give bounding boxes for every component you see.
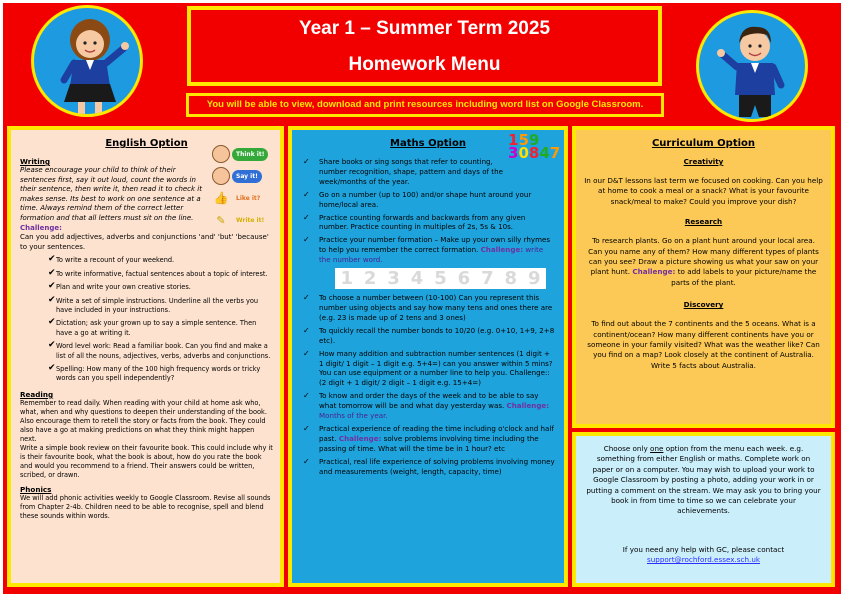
creativity-text: In our D&T lessons last term we focused on cooking. Can you help at home to cook a meal or a snack? What is your favourite snack/meal to make? Could you improve your dish? — [584, 176, 823, 206]
task-text: To write a recount of your weekend. — [56, 256, 175, 265]
list-item — [300, 235, 556, 265]
checkmark-icon: ✓ — [303, 348, 310, 358]
checkmark-icon: ✔ — [48, 281, 56, 292]
checkmark-icon: ✔ — [48, 254, 56, 265]
say-it-bubble: Say it! — [232, 170, 262, 183]
research-challenge: to add labels to your picture/name the parts of the plant. — [671, 267, 817, 287]
pencil-icon: ✎ — [216, 213, 226, 227]
task-text: Practice counting forwards and backwards from any given number. Practice counting in multiples of 2s, 5s & 10s. — [319, 212, 526, 232]
checkmark-icon: ✓ — [303, 391, 310, 401]
boy-avatar — [696, 10, 808, 122]
writing-intro — [20, 166, 210, 233]
checkmark-icon: ✓ — [303, 456, 310, 466]
list-item — [20, 267, 273, 279]
list-item — [300, 349, 556, 389]
strip-digit: 9 — [527, 268, 541, 290]
instructions-part: Choose only — [603, 444, 648, 453]
strip-digit: 2 — [363, 268, 377, 290]
list-item — [300, 293, 556, 323]
writing-heading: Writing — [20, 157, 50, 166]
research-text — [584, 236, 823, 288]
creativity-heading: Creativity — [683, 157, 724, 166]
child-face-icon — [212, 167, 230, 185]
list-item — [20, 283, 273, 292]
task-text: Practice your number formation – Make up your own silly rhymes to help you remember the correct formation. — [319, 235, 551, 255]
english-title: English Option — [105, 138, 188, 149]
checkmark-icon: ✔ — [48, 294, 56, 305]
strip-digit: 7 — [481, 268, 494, 290]
phonics-text: We will add phonic activities weekly to Google Classroom. Revise all sounds from Chapter 2-4b. Children need to be able to recognise, spell and blend these sounds within words. — [20, 493, 271, 520]
think-it-bubble: Think it! — [232, 148, 268, 161]
english-task-list — [20, 256, 273, 383]
maths-task-list-lower — [300, 293, 556, 476]
think-say-write-graphic — [212, 143, 274, 233]
strip-digit: 8 — [504, 268, 518, 290]
phonics-heading: Phonics — [20, 484, 52, 494]
instructions-emphasis: one — [650, 444, 664, 453]
challenge-label: Challenge: — [632, 267, 676, 277]
maths-task-list-continued — [300, 190, 556, 265]
task-text: Dictation; ask your grown up to say a simple sentence. Then have a go at writing it. — [56, 319, 257, 337]
english-panel — [7, 126, 284, 587]
instructions-part: option from the menu each week. e.g. something from either English or maths. Complete work on paper or on a computer. You may wish to upload your work to Google Classroom by posting a photo, adding your work in or putting a comment on the stream. We may ask you to bring your book in from time to time so we can celebrate your achievements. — [586, 444, 821, 516]
thumbs-up-icon: 👍 — [213, 191, 229, 205]
task-text: Practical, real life experience of solving problems involving money and measurements (weight, length, capacity, time) — [319, 456, 555, 476]
strip-digit: 6 — [457, 268, 471, 290]
task-text: To quickly recall the number bonds to 10/20 (e.g. 0+10, 1+9, 2+8 etc). — [319, 325, 555, 345]
research-body: To research plants. Go on a plant hunt around your local area. Can you name any of them? How many different types of plants can you see? Draw a picture showing us what your saw on your plant hunt. — [588, 236, 819, 277]
checkmark-icon: ✓ — [303, 235, 310, 245]
girl-avatar — [31, 5, 143, 117]
checkmark-icon: ✓ — [303, 189, 310, 199]
list-item — [300, 213, 556, 233]
title-line-1: Year 1 – Summer Term 2025 — [298, 18, 551, 39]
list-item — [20, 365, 273, 384]
checkmark-icon: ✔ — [48, 340, 56, 351]
task-text: How many addition and subtraction number sentences (1 digit + 1 digit/ 1 digit – 1 digit e.g. 5+4=) can you answer within 5 mins? You can use equipment or a number line to help you. Challenge:: (2 digit + 1 digit/ 2 digit – 1 digit e.g. 15+4=) — [319, 348, 553, 388]
discovery-text: To find out about the 7 continents and the 5 oceans. What is a continent/ocean? How many different continents have you or someone in your family visited? What was the weather like? Can you find on a map? Look closely at the continent of Australia. Write 5 facts about Australia. — [587, 319, 820, 370]
challenge-label: Challenge: — [338, 433, 382, 443]
task-text: To choose a number between (10-100) Can you represent this number using objects and say how many tens and ones there are (e.g. 23 is made up of 2 tens and 3 ones) — [319, 293, 553, 322]
task-challenge: Months of the year. — [319, 411, 388, 421]
task-text: To know and order the days of the week and to be able to say what tomorrow will be and what day yesterday was. — [319, 391, 539, 411]
checkmark-icon: ✔ — [48, 363, 56, 373]
strip-digit: 1 — [340, 268, 353, 290]
reading-text-2: Write a simple book review on their favourite book. This could include why it is their favourite book, what the book is about, how do you rate the book and would you recommend to a friend. Their answers could be written, scribed, or drawn. — [20, 443, 273, 479]
reading-heading: Reading — [20, 389, 54, 399]
list-item — [20, 342, 273, 361]
checkmark-icon: ✓ — [303, 423, 310, 433]
checkmark-icon: ✓ — [303, 293, 310, 303]
task-text: Word level work: Read a familiar book. Can you find and make a list of all the nouns, adjectives, verbs, adverbs and conjunctions. — [56, 342, 271, 360]
task-text: Share books or sing songs that refer to counting, number recognition, shape, pattern and days of the week/months of the year. — [319, 157, 503, 186]
child-face-icon — [212, 145, 230, 163]
strip-digit: 4 — [410, 268, 424, 290]
support-email-link[interactable]: support@rochford.essex.sch.uk — [646, 555, 761, 565]
list-item — [300, 190, 556, 210]
challenge-label: Challenge: — [506, 401, 550, 411]
google-classroom-info: You will be able to view, download and print resources including word list on Google Classroom. — [186, 93, 664, 117]
task-text: Go on a number (up to 100) and/or shape hunt around your home/local area. — [319, 189, 532, 209]
colourful-numbers-icon: 159 30847 — [508, 131, 561, 162]
challenge-label: Challenge: — [20, 223, 62, 232]
list-item — [300, 157, 516, 187]
help-text: If you need any help with GC, please contact — [622, 544, 785, 554]
challenge-label: Challenge: — [480, 245, 524, 255]
discovery-heading: Discovery — [683, 300, 724, 310]
instructions-text — [586, 444, 821, 517]
task-challenge: solve problems involving time including the passing of time. What will the time be in 1 hour? etc — [319, 433, 539, 453]
task-text: Write a set of simple instructions. Underline all the verbs you have included in your instructions. — [56, 296, 259, 314]
task-challenge: write the number word. — [319, 245, 544, 265]
reading-text: Remember to read daily. When reading with your child at home ask who, what, when and why questions to deepen their understanding of the book. Also encourage them to retell the story or facts from the book. They could also have a go at making predictions on what they think might happen next. — [20, 398, 267, 443]
checkmark-icon: ✓ — [303, 157, 310, 166]
task-text: Plan and write your own creative stories. — [56, 283, 191, 292]
curriculum-panel — [572, 126, 835, 428]
task-text: Practical experience of reading the time including o'clock and half past. — [319, 423, 554, 443]
list-item — [20, 256, 273, 265]
task-text: Spelling: How many of the 100 high frequency words or tricky words can you spell independently? — [56, 365, 261, 383]
research-heading: Research — [684, 217, 723, 227]
instructions-panel — [572, 432, 835, 587]
list-item — [300, 326, 556, 346]
list-item — [20, 294, 273, 316]
curriculum-title: Curriculum Option — [651, 138, 756, 149]
write-it-label: Write it! — [236, 216, 265, 224]
strip-digit: 5 — [434, 268, 447, 290]
title-box — [187, 6, 662, 86]
checkmark-icon: ✔ — [48, 267, 56, 278]
writing-intro-text: Please encourage your child to think of their sentences first, say it out loud, count the words in their sentence, then write it, then read it to check it makes sense. Its best to work on one sentence at a time. Always remind them of the correct letter formation and that all letters must sit on the line. — [20, 166, 202, 222]
number-formation-strip — [335, 268, 546, 289]
checkmark-icon: ✓ — [303, 325, 310, 335]
list-item — [300, 424, 556, 454]
list-item — [300, 457, 556, 477]
maths-panel — [288, 126, 568, 587]
maths-title: Maths Option — [390, 138, 466, 149]
checkmark-icon: ✔ — [48, 317, 56, 328]
strip-digit: 3 — [387, 268, 400, 290]
maths-task-list — [300, 157, 516, 187]
list-item — [300, 391, 556, 421]
like-it-label: Like it? — [236, 194, 261, 202]
writing-challenge: Can you add adjectives, adverbs and conjunctions 'and' 'but' 'because' to your sentences. — [20, 233, 269, 251]
title-line-2: Homework Menu — [348, 54, 501, 75]
task-text: To write informative, factual sentences about a topic of interest. — [56, 269, 268, 278]
checkmark-icon: ✓ — [303, 212, 310, 222]
list-item — [20, 319, 273, 338]
